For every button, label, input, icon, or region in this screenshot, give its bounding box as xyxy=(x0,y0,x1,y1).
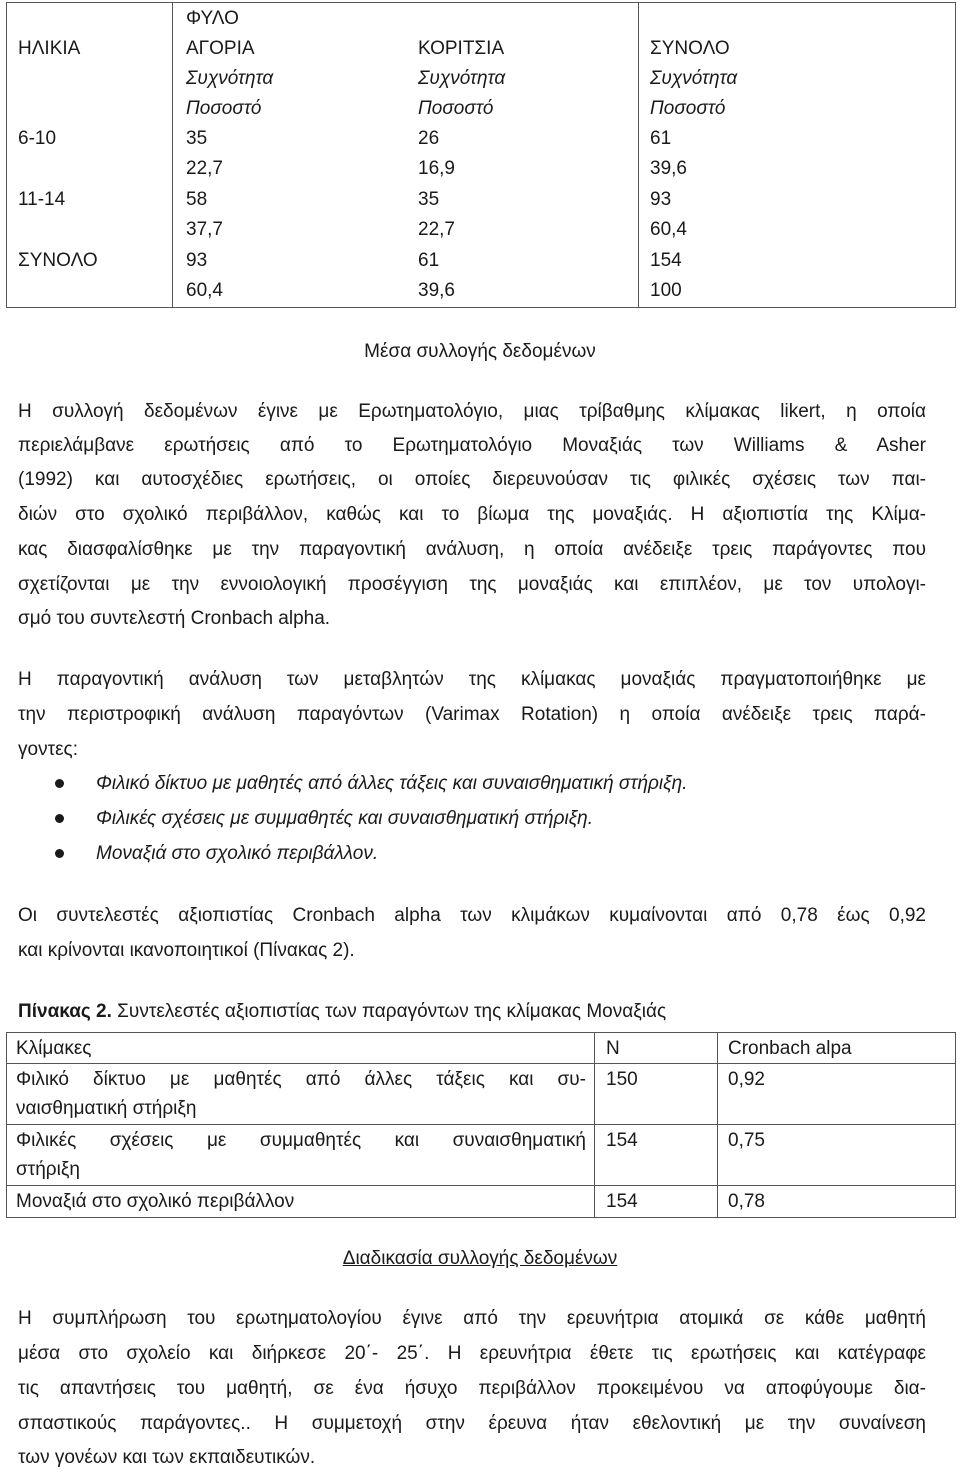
table-border xyxy=(638,2,639,308)
age-header: ΗΛΙΚΙΑ xyxy=(18,38,81,59)
bullet-icon xyxy=(55,779,64,788)
table-row-age: 11-14 xyxy=(18,189,66,210)
table-border xyxy=(955,2,956,308)
table-cell: 154 xyxy=(606,1191,638,1212)
column-header: Cronbach alpa xyxy=(728,1038,852,1059)
table-cell: 61 xyxy=(650,128,672,149)
table-border xyxy=(594,1032,595,1218)
table-cell: 35 xyxy=(186,128,208,149)
total-header: ΣΥΝΟΛΟ xyxy=(650,38,730,59)
section-heading: Διαδικασία συλλογής δεδομένων xyxy=(342,1248,618,1269)
table-cell: 150 xyxy=(606,1069,638,1090)
table-border xyxy=(6,1124,956,1125)
total-pct-header: Ποσοστό xyxy=(650,98,726,119)
table-cell: 39,6 xyxy=(418,280,455,301)
table-border xyxy=(6,1185,956,1186)
table-cell: 58 xyxy=(186,189,208,210)
boys-pct-header: Ποσοστό xyxy=(186,98,262,119)
paragraph-line: σπαστικούς παράγοντες.. Η συμμετοχή στην έρευνα ήταν εθελοντική με την συναίνεση xyxy=(18,1413,926,1434)
table-row-age: 6-10 xyxy=(18,128,57,149)
reliability-table xyxy=(6,1032,956,1218)
table-cell: στήριξη xyxy=(16,1159,80,1180)
table-cell: 16,9 xyxy=(418,158,455,179)
list-item: Φιλικές σχέσεις με συμμαθητές και συναισθηματική στήριξη. xyxy=(96,808,594,829)
paragraph-line: διών στο σχολικό περιβάλλον, καθώς και το βίωμα της μοναξιάς. Η αξιοπιστία της Κλίμα- xyxy=(18,504,926,525)
table-cell: 22,7 xyxy=(186,158,223,179)
table-border xyxy=(6,307,956,308)
boys-freq-header: Συχνότητα xyxy=(186,68,274,89)
table-border xyxy=(6,1032,7,1218)
table-border xyxy=(6,2,7,308)
paragraph-line: τις απαντήσεις του μαθητή, σε ένα ήσυχο περιβάλλον προκειμένου να αποφύγουμε δια- xyxy=(18,1378,926,1399)
total-freq-header: Συχνότητα xyxy=(650,68,738,89)
table-cell: ναισθηματική στήριξη xyxy=(16,1098,197,1119)
table-border xyxy=(717,1032,718,1218)
paragraph-line: μέσα στο σχολείο και διήρκεσε 20΄- 25΄. Η ερευνήτρια έθετε τις ερωτήσεις και κατέγραφε xyxy=(18,1343,926,1364)
table-cell: 61 xyxy=(418,250,440,271)
paragraph-line: των γονέων και των εκπαιδευτικών. xyxy=(18,1447,316,1468)
table-cell: 0,78 xyxy=(728,1191,765,1212)
table-cell: 100 xyxy=(650,280,682,301)
paragraph-line: κας διασφαλίσθηκε με την παραγοντική ανάλυση, η οποία ανέδειξε τρεις παράγοντες που xyxy=(18,539,926,560)
table-cell: 154 xyxy=(606,1130,638,1151)
table-cell: 0,75 xyxy=(728,1130,765,1151)
table-cell: 93 xyxy=(650,189,672,210)
table-cell: 37,7 xyxy=(186,219,223,240)
table-cell: Φιλικές σχέσεις με συμμαθητές και συναισθηματική xyxy=(16,1130,586,1151)
table-cell: Μοναξιά στο σχολικό περιβάλλον xyxy=(16,1191,295,1212)
table-cell: 154 xyxy=(650,250,682,271)
bullet-icon xyxy=(55,814,64,823)
section-heading: Μέσα συλλογής δεδομένων xyxy=(364,341,596,362)
paragraph-line: περιελάμβανε ερωτήσεις από το Ερωτηματολόγιο Μοναξιάς των Williams & Asher xyxy=(18,435,926,456)
paragraph-line: Η συλλογή δεδομένων έγινε με Ερωτηματολόγιο, μιας τρίβαθμης κλίμακας likert, η οποία xyxy=(18,401,926,422)
table-caption-label: Πίνακας 2. xyxy=(18,1001,112,1022)
table-cell: 60,4 xyxy=(186,280,223,301)
paragraph-line: και κρίνονται ικανοποιητικοί (Πίνακας 2). xyxy=(18,940,355,961)
table-cell: 26 xyxy=(418,128,440,149)
list-item: Μοναξιά στο σχολικό περιβάλλον. xyxy=(96,843,379,864)
table-border xyxy=(172,2,173,308)
table-border xyxy=(955,1032,956,1218)
paragraph-line: σχετίζονται με την εννοιολογική προσέγγιση της μοναξιάς και επιπλέον, με τον υπολογι- xyxy=(18,574,926,595)
list-item: Φιλικό δίκτυο με μαθητές από άλλες τάξεις και συναισθηματική στήριξη. xyxy=(96,773,688,794)
paragraph-line: την περιστροφική ανάλυση παραγόντων (Varimax Rotation) η οποία ανέδειξε τρεις παρά- xyxy=(18,704,926,725)
column-header: N xyxy=(606,1038,620,1059)
table-border xyxy=(6,2,956,3)
table-cell: 0,92 xyxy=(728,1069,765,1090)
table-border xyxy=(6,1217,956,1218)
table-cell: Φιλικό δίκτυο με μαθητές από άλλες τάξεις και συ- xyxy=(16,1069,586,1090)
girls-header: ΚΟΡΙΤΣΙΑ xyxy=(418,38,505,59)
sex-header: ΦΥΛΟ xyxy=(186,8,239,29)
girls-pct-header: Ποσοστό xyxy=(418,98,494,119)
table-caption-text: Συντελεστές αξιοπιστίας των παραγόντων της κλίμακας Μοναξιάς xyxy=(111,1001,667,1022)
girls-freq-header: Συχνότητα xyxy=(418,68,506,89)
paragraph-line: γοντες: xyxy=(18,739,78,760)
table-cell: 35 xyxy=(418,189,440,210)
paragraph-line: Η παραγοντική ανάλυση των μεταβλητών της κλίμακας μοναξιάς πραγματοποιήθηκε με xyxy=(18,669,926,690)
paragraph-line: Η συμπλήρωση του ερωτηματολογίου έγινε από την ερευνήτρια ατομικά σε κάθε μαθητή xyxy=(18,1308,926,1329)
table-cell: 39,6 xyxy=(650,158,687,179)
paragraph-line: Οι συντελεστές αξιοπιστίας Cronbach alpha των κλιμάκων κυμαίνονται από 0,78 έως 0,92 xyxy=(18,905,926,926)
table-cell: 60,4 xyxy=(650,219,687,240)
table-cell: 93 xyxy=(186,250,208,271)
demographics-table xyxy=(6,2,956,308)
column-header: Κλίμακες xyxy=(16,1038,92,1059)
table-row-age: ΣΥΝΟΛΟ xyxy=(18,250,98,271)
bullet-icon xyxy=(55,849,64,858)
paragraph-line: (1992) και αυτοσχέδιες ερωτήσεις, οι οποίες διερευνούσαν τις φιλικές σχέσεις των παι- xyxy=(18,469,926,490)
boys-header: ΑΓΟΡΙΑ xyxy=(186,38,255,59)
table-caption xyxy=(18,1000,926,1024)
table-cell: 22,7 xyxy=(418,219,455,240)
paragraph-line: σμό του συντελεστή Cronbach alpha. xyxy=(18,608,331,629)
table-border xyxy=(6,1032,956,1033)
